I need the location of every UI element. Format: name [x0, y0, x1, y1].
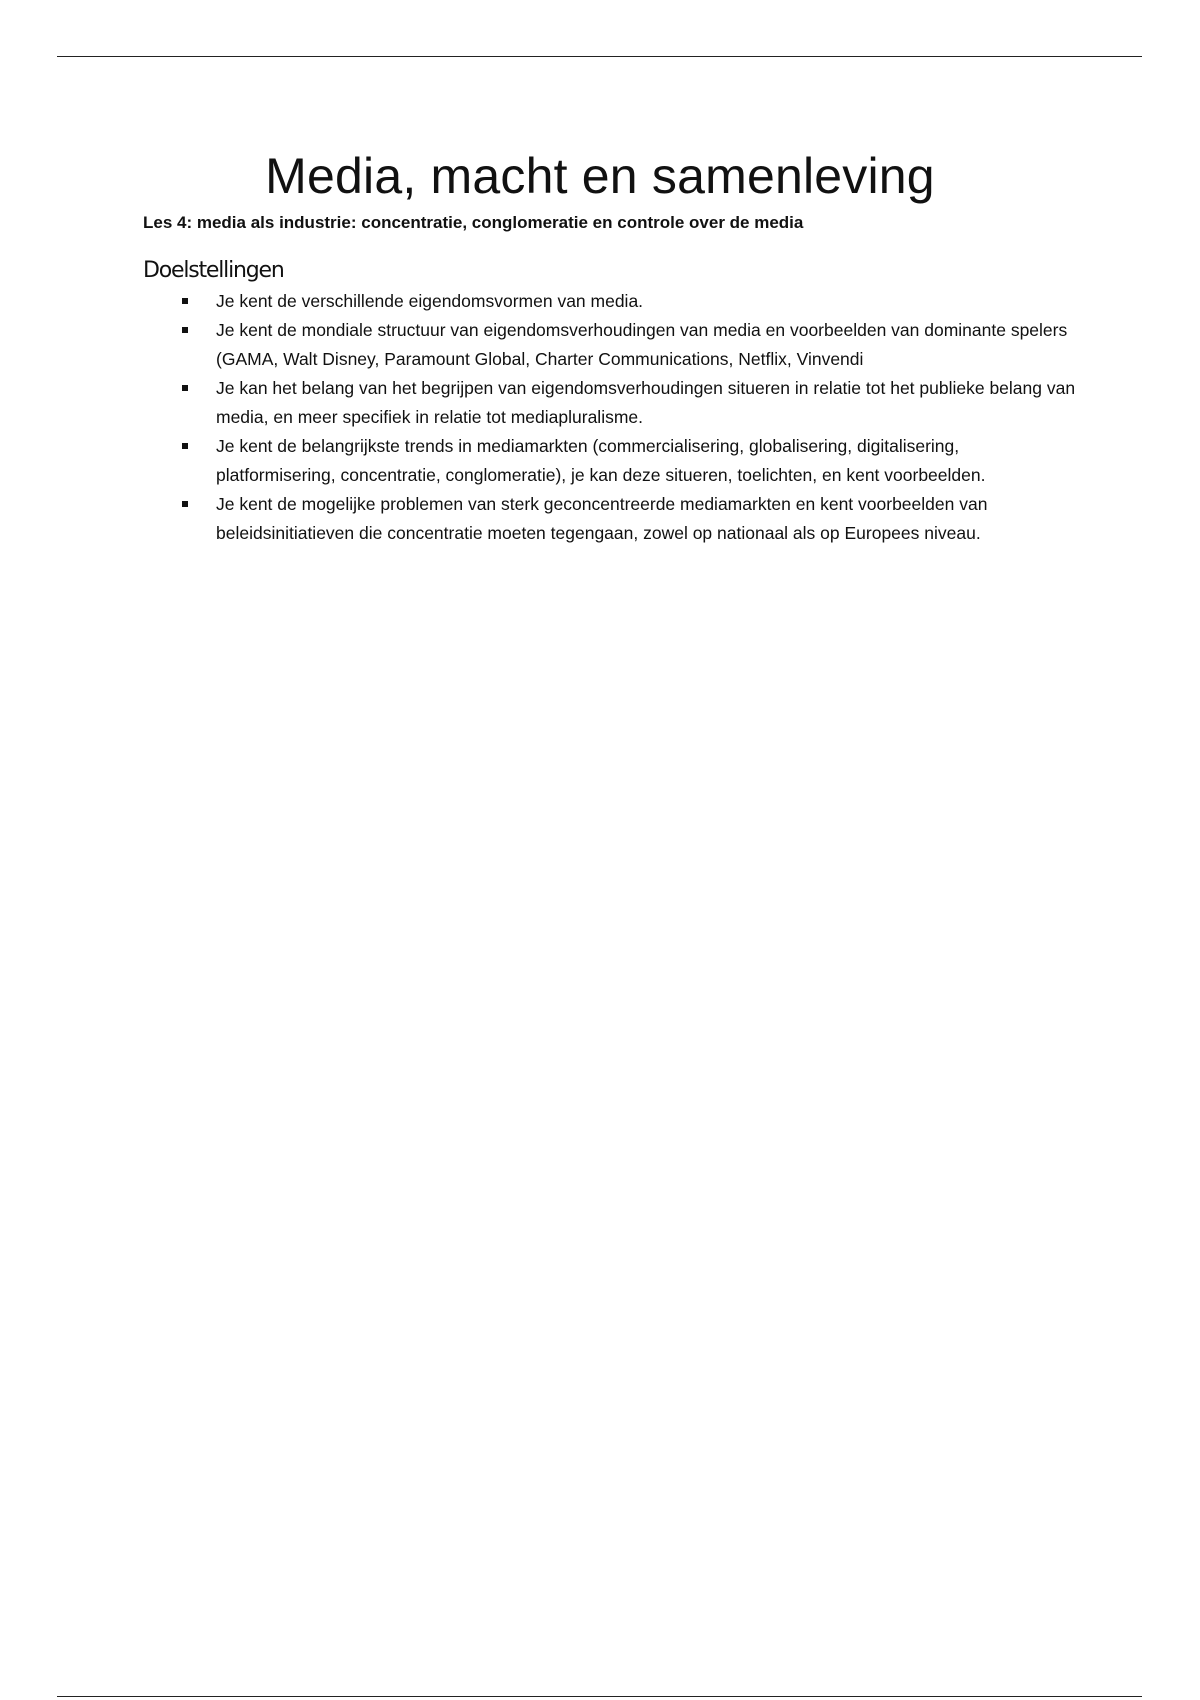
objective-text: Je kent de belangrijkste trends in mediamarkten (commercialisering, globalisering, digitalisering, platformisering, concentratie, conglomeratie), je kan deze situeren, toelichten, en kent voorbeelden.: [216, 436, 986, 485]
footer-divider: [57, 1696, 1142, 1697]
objective-text: Je kent de mogelijke problemen van sterk geconcentreerde mediamarkten en kent voorbeelden van beleidsinitiatieven die concentratie moeten tegengaan, zowel op nationaal als op Europees niveau.: [216, 494, 988, 543]
lesson-subtitle: Les 4: media als industrie: concentratie, conglomeratie en controle over de media: [143, 213, 804, 232]
objective-item: [180, 316, 1080, 374]
bullet-icon: [182, 327, 188, 333]
objective-item: [180, 432, 1080, 490]
section-heading-objectives: Doelstellingen: [143, 258, 284, 283]
bullet-icon: [182, 298, 188, 304]
objective-item: [180, 490, 1080, 548]
bullet-icon: [182, 385, 188, 391]
objective-text: Je kent de mondiale structuur van eigendomsverhoudingen van media en voorbeelden van dominante spelers (GAMA, Walt Disney, Paramount Global, Charter Communications, Netflix, Vinvendi: [216, 320, 1068, 369]
objective-item: [180, 287, 1080, 316]
document-title: Media, macht en samenleving: [265, 148, 935, 204]
header-divider: [57, 56, 1142, 57]
objective-text: Je kent de verschillende eigendomsvormen van media.: [216, 291, 644, 311]
bullet-icon: [182, 501, 188, 507]
objectives-list: [180, 287, 1080, 548]
bullet-icon: [182, 443, 188, 449]
objective-item: [180, 374, 1080, 432]
objective-text: Je kan het belang van het begrijpen van eigendomsverhoudingen situeren in relatie tot het publieke belang van media, en meer specifiek in relatie tot mediapluralisme.: [216, 378, 1076, 427]
